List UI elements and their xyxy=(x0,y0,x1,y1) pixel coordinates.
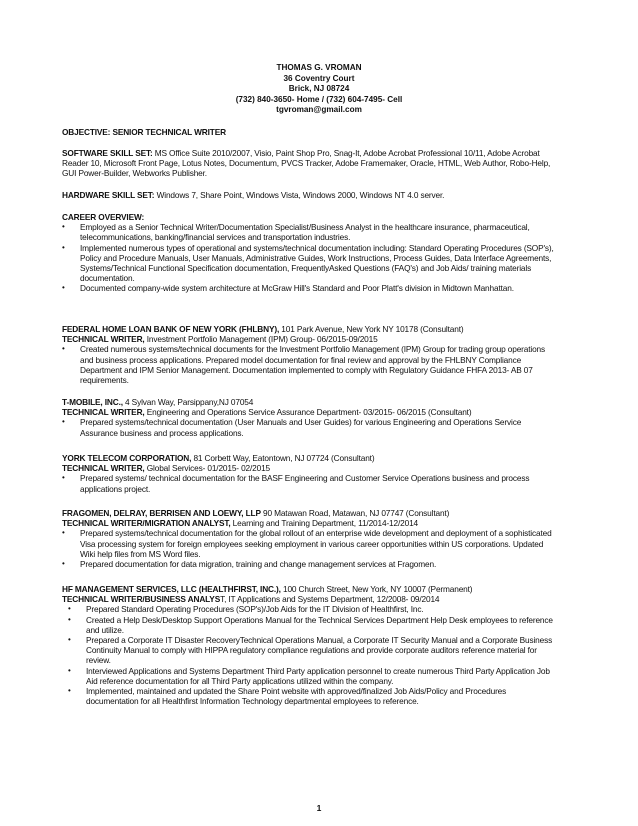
hardware-text: Windows 7, Share Point, Windows Vista, Windows 2000, Windows NT 4.0 server. xyxy=(154,190,445,200)
job-title-details: Investment Portfolio Management (IPM) Group- 06/2015-09/2015 xyxy=(144,334,378,345)
list-item: • Documented company-wide system architecture at McGraw Hill's Standard and Poor Platt's division in Midtown Manhattan. xyxy=(62,283,556,293)
job-title-details: Engineering and Operations Service Assurance Department- 03/2015- 06/2015 (Consultant) xyxy=(144,407,472,418)
job-company-details: 101 Park Avenue, New York NY 10178 (Consultant) xyxy=(279,324,464,334)
page-number: 1 xyxy=(316,803,322,813)
contact-header xyxy=(0,63,638,116)
job-tmobile xyxy=(62,397,556,438)
job-title: TECHNICAL WRITER, xyxy=(62,407,145,418)
objective-section xyxy=(62,127,556,137)
list-item: • Interviewed Applications and Systems Department Third Party application personnel to create numerous Third Party Application Job Aid reference documentation for all Third Party applications utilized within the company. xyxy=(62,666,556,686)
list-item: • Employed as a Senior Technical Writer/Documentation Specialist/Business Analyst in the healthcare insurance, pharmaceutical, telecommunications, banking/financial services and transportation industries. xyxy=(62,222,556,242)
list-item: • Prepared a Corporate IT Disaster RecoveryTechnical Operations Manual, a Corporate IT Security Manual and a Corporate Business Continuity Manual to comply with HIPPA regulatory compliance regulations and provide corporate auditors reference material for review. xyxy=(62,635,556,666)
job-title-details: Global Services- 01/2015- 02/2015 xyxy=(144,463,271,474)
phone-numbers: (732) 840-3650- Home / (732) 604-7495- Cell xyxy=(235,94,403,104)
job-healthfirst xyxy=(62,584,556,706)
address-line-2: Brick, NJ 08724 xyxy=(288,84,350,93)
list-item: • Prepared systems/technical documentation for the global rollout of an enterprise wide development and deployment of a sophisticated Visa processing system for foreign employees seeking employment in various career opportunities within US corporations. Updated Wiki help files from MS Word files. xyxy=(62,528,556,559)
hardware-skills-section xyxy=(62,190,556,200)
job-fhlbny xyxy=(62,324,556,385)
objective-text: OBJECTIVE: SENIOR TECHNICAL WRITER xyxy=(62,127,226,137)
list-item: • Prepared systems/ technical documentation for the BASF Engineering and Customer Service Operations business and process applications project. xyxy=(62,473,556,493)
job-title-details: T, IT Applications and Systems Department, 12/2008- 09/2014 xyxy=(220,594,440,605)
job-title: TECHNICAL WRITER/BUSINESS ANALYS xyxy=(62,594,221,605)
candidate-name: THOMAS G. VROMAN xyxy=(276,63,362,72)
career-overview-title: CAREER OVERVIEW: xyxy=(62,212,145,222)
list-item: • Implemented numerous types of operational and systems/technical documentation including: Standard Operating Procedures (SOP's), Policy and Procedure Manuals, User Manuals, Administrative Guides, Work Instructions, Process Guides, Data Interface Agreements, Systems/Technical Functional Specification documentation, FrequentlyAsked Questions (FAQ's) and Job Aids/ training materials documentation. xyxy=(62,243,556,284)
job-company: YORK TELECOM CORPORATION, xyxy=(62,453,192,463)
job-company-details: 100 Church Street, New York, NY 10007 (Permanent) xyxy=(280,584,473,594)
software-text: MS Office Suite 2010/2007, Visio, Paint Shop Pro, Snag-It, Adobe Acrobat Professional 10/11, Adobe Acrobat Reader 10, Microsoft Front Page, Lotus Notes, Documentum, PVCS Tracker, Adobe Framemaker, Oracle, HTML, Web Author, Robo-Help, GUI Power-Builder, Webworks Publisher. xyxy=(62,148,551,179)
list-item: • Prepared Standard Operating Procedures (SOP's)/Job Aids for the IT Division of Healthfirst, Inc. xyxy=(62,604,556,614)
list-item: • Implemented, maintained and updated the Share Point website with approved/finalized Job Aids/Policy and Procedures documentation for all Healthfirst Information Technology departmental employees to reference. xyxy=(62,686,556,706)
job-company: FEDERAL HOME LOAN BANK OF NEW YORK (FHLBNY), xyxy=(62,324,280,334)
job-title: TECHNICAL WRITER/MIGRATION ANALYST, xyxy=(62,518,231,529)
software-skills-section xyxy=(62,148,556,179)
list-item: • Prepared systems/technical documentation (User Manuals and User Guides) for various Engineering and Operations Service Assurance business and process applications. xyxy=(62,417,556,437)
list-item: • Prepared documentation for data migration, training and change management services at Fragomen. xyxy=(62,559,556,569)
list-item: • Created numerous systems/technical documents for the Investment Portfolio Management (IPM) Group for trading group operations and business process applications. Prepared model documentation for final review and approval by the FHLBNY Compliance Department and IPM Senior Management. Documentation implemented to comply with Regulatory Guidance FHFA 2013- AB 07 requirements. xyxy=(62,344,556,385)
job-company: T-MOBILE, INC., xyxy=(62,397,123,407)
job-york-telecom xyxy=(62,453,556,494)
address-line-1: 36 Coventry Court xyxy=(283,73,355,83)
email-address: tgvroman@gmail.com xyxy=(276,105,362,114)
hardware-label: HARDWARE SKILL SET: xyxy=(62,190,155,200)
job-company-details: 81 Corbett Way, Eatontown, NJ 07724 (Consultant) xyxy=(191,453,375,463)
job-title: TECHNICAL WRITER, xyxy=(62,463,145,474)
software-label: SOFTWARE SKILL SET: xyxy=(62,148,153,158)
job-fragomen xyxy=(62,508,556,569)
job-company-details: 90 Matawan Road, Matawan, NJ 07747 (Consultant) xyxy=(260,508,450,518)
job-company: FRAGOMEN, DELRAY, BERRISEN AND LOEWY, LLP xyxy=(62,508,261,518)
job-company-details: 4 Sylvan Way, Parsippany,NJ 07054 xyxy=(122,397,254,407)
job-title-details: Learning and Training Department, 11/2014-12/2014 xyxy=(230,518,418,529)
job-title: TECHNICAL WRITER, xyxy=(62,334,145,345)
list-item: • Created a Help Desk/Desktop Support Operations Manual for the Technical Services Department Help Desk employees to reference and utilize. xyxy=(62,615,556,635)
job-company: HF MANAGEMENT SERVICES, LLC (HEALTHFIRST, INC.), xyxy=(62,584,281,594)
career-overview-section xyxy=(62,212,556,294)
